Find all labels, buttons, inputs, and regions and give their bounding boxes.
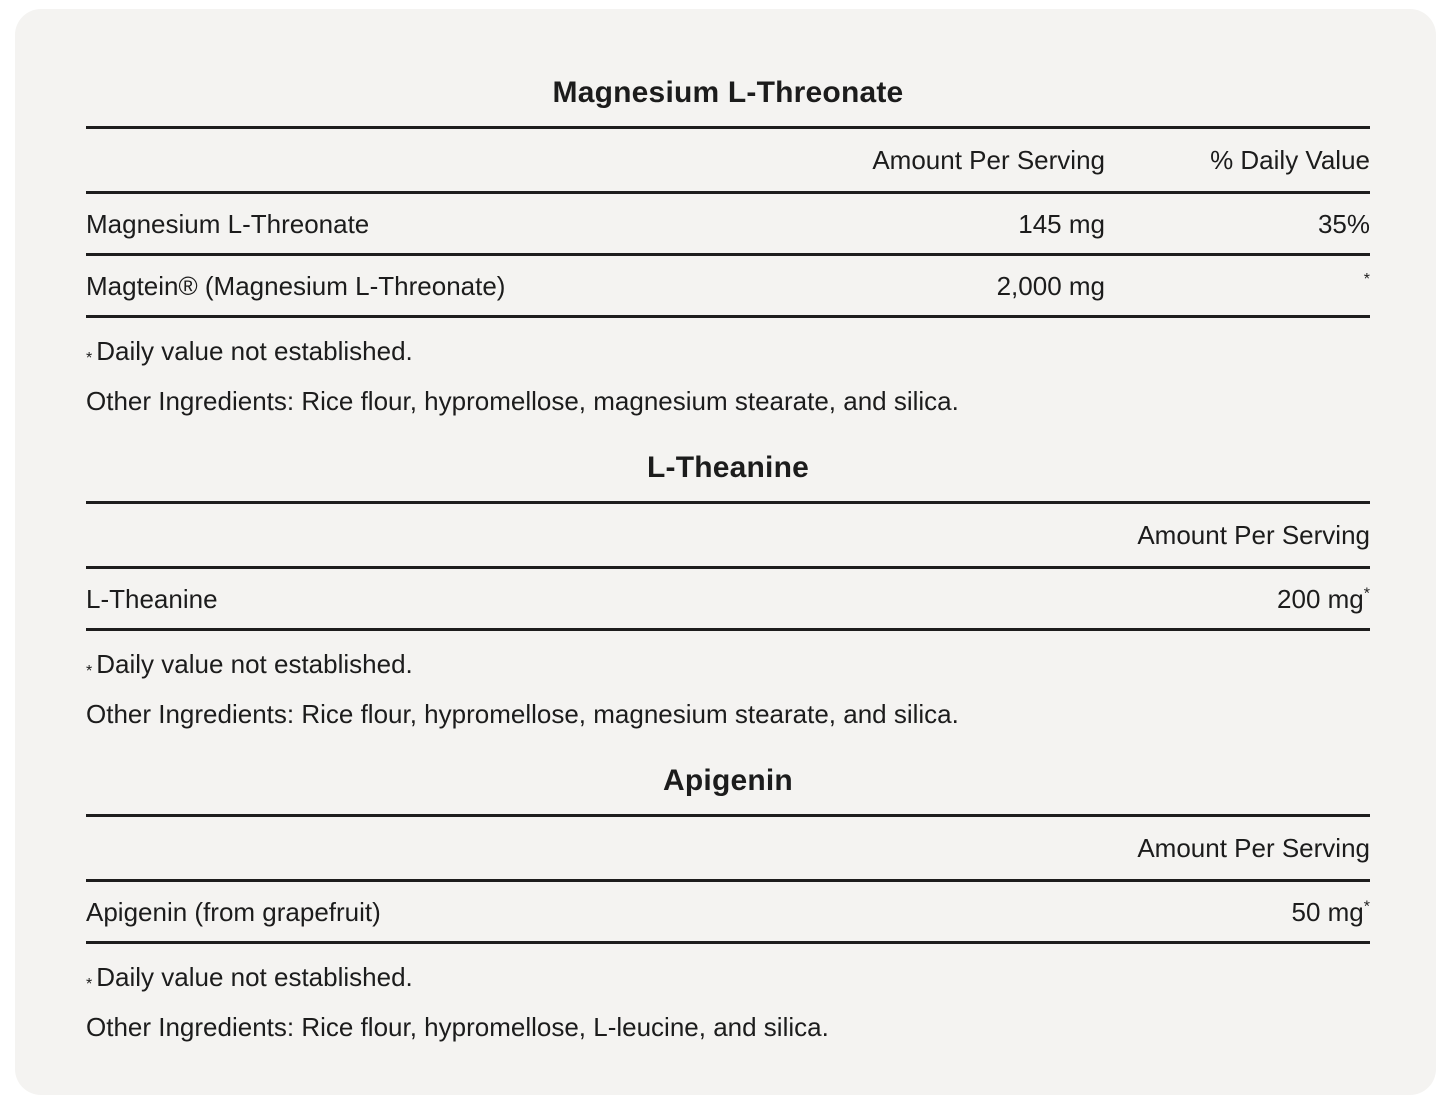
asterisk-mark: * [1363,584,1370,602]
ingredient-daily-value: 35% [1317,208,1370,239]
column-header-amount-per-serving: Amount Per Serving [1137,520,1370,550]
ingredient-name: L-Theanine [86,583,218,614]
daily-value-footnote [86,334,1370,376]
asterisk-mark: * [1363,897,1370,915]
ingredient-name: Magnesium L-Threonate [86,208,370,239]
facts-table [86,126,1370,318]
section-l-theanine [86,450,1370,731]
table-row [86,879,1370,941]
footnote-text: Daily value not established. [96,336,413,366]
table-header-row [86,129,1370,191]
ingredient-daily-value [1105,267,1370,304]
section-apigenin [86,763,1370,1044]
table-row [86,191,1370,253]
column-header-amount-per-serving: Amount Per Serving [1137,833,1370,863]
other-ingredients-text: Other Ingredients: Rice flour, hypromellose, magnesium stearate, and silica. [86,699,959,729]
ingredient-amount: 50 mg* [1291,896,1370,927]
ingredient-name: Apigenin (from grapefruit) [86,896,381,927]
section-title: Apigenin [663,764,793,797]
section-title: L-Theanine [646,451,809,484]
ingredient-amount: 2,000 mg [996,270,1105,301]
daily-value-footnote [86,960,1370,1002]
supplement-facts-card [15,9,1436,1095]
table-header-row [86,504,1370,566]
table-header-row [86,817,1370,879]
facts-table [86,814,1370,944]
section-title: Magnesium L-Threonate [552,76,904,109]
table-row [86,566,1370,628]
footnote-text: Daily value not established. [96,962,413,992]
section-magnesium-l-threonate [86,75,1370,418]
column-header-daily-value: % Daily Value [1210,145,1370,175]
daily-value-footnote [86,647,1370,689]
asterisk-mark: * [86,663,93,680]
other-ingredients-text: Other Ingredients: Rice flour, hypromellose, L-leucine, and silica. [86,1012,829,1042]
facts-table [86,501,1370,631]
asterisk-mark: * [86,976,93,993]
ingredient-amount: 145 mg [1018,208,1105,239]
table-row [86,253,1370,315]
ingredient-name: Magtein® (Magnesium L-Threonate) [86,270,506,301]
other-ingredients-text: Other Ingredients: Rice flour, hypromellose, magnesium stearate, and silica. [86,386,959,416]
footnote-text: Daily value not established. [96,649,413,679]
column-header-amount-per-serving: Amount Per Serving [872,145,1105,175]
ingredient-amount: 200 mg* [1277,583,1370,614]
asterisk-mark: * [1363,271,1370,288]
asterisk-mark: * [86,350,93,367]
